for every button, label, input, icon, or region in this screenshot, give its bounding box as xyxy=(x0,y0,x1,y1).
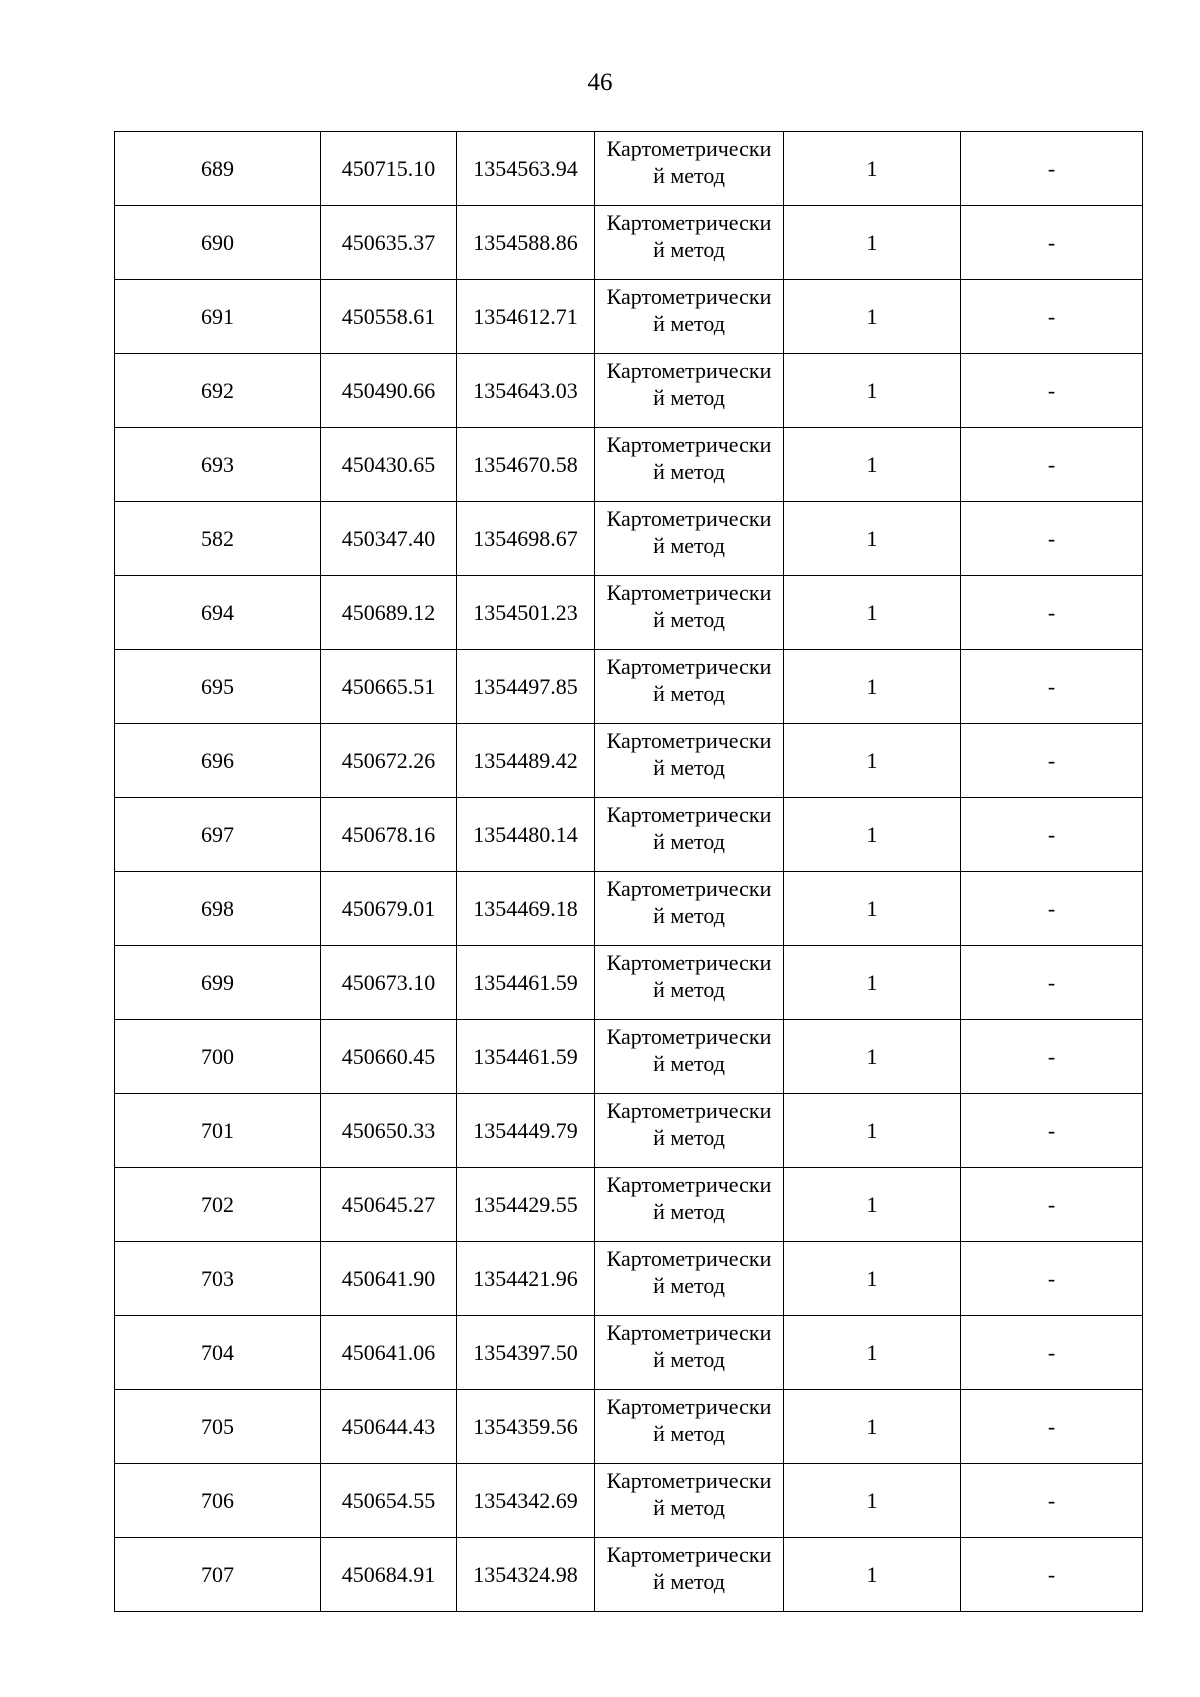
cell-y-coordinate: 1354469.18 xyxy=(457,872,595,946)
cell-point-number: 695 xyxy=(115,650,321,724)
cell-note: - xyxy=(961,1020,1143,1094)
table-row xyxy=(115,872,1143,946)
cell-x-coordinate: 450644.43 xyxy=(321,1390,457,1464)
method-text-line-1: Картометрически xyxy=(606,506,772,531)
cell-point-number: 704 xyxy=(115,1316,321,1390)
cell-method xyxy=(595,132,784,206)
cell-y-coordinate: 1354588.86 xyxy=(457,206,595,280)
method-text-line-1: Картометрически xyxy=(606,654,772,679)
method-text-line-1: Картометрически xyxy=(606,136,772,161)
cell-accuracy: 1 xyxy=(784,872,961,946)
method-text-line-2: й метод xyxy=(653,1199,725,1224)
cell-method xyxy=(595,1538,784,1612)
cell-x-coordinate: 450641.06 xyxy=(321,1316,457,1390)
method-text-line-2: й метод xyxy=(653,385,725,410)
table-row xyxy=(115,1020,1143,1094)
cell-x-coordinate: 450715.10 xyxy=(321,132,457,206)
cell-x-coordinate: 450679.01 xyxy=(321,872,457,946)
cell-note: - xyxy=(961,724,1143,798)
cell-method xyxy=(595,206,784,280)
method-text-line-1: Картометрически xyxy=(606,1172,772,1197)
method-text-line-2: й метод xyxy=(653,1569,725,1594)
cell-x-coordinate: 450641.90 xyxy=(321,1242,457,1316)
method-text-line-1: Картометрически xyxy=(606,432,772,457)
method-text-line-2: й метод xyxy=(653,1051,725,1076)
cell-point-number: 706 xyxy=(115,1464,321,1538)
method-text-line-2: й метод xyxy=(653,903,725,928)
cell-point-number: 702 xyxy=(115,1168,321,1242)
cell-accuracy: 1 xyxy=(784,1242,961,1316)
cell-note: - xyxy=(961,1242,1143,1316)
table-row xyxy=(115,1464,1143,1538)
cell-note: - xyxy=(961,650,1143,724)
cell-point-number: 705 xyxy=(115,1390,321,1464)
table-row xyxy=(115,1390,1143,1464)
cell-note: - xyxy=(961,798,1143,872)
method-text-line-2: й метод xyxy=(653,1273,725,1298)
cell-note: - xyxy=(961,1168,1143,1242)
cell-point-number: 689 xyxy=(115,132,321,206)
cell-method xyxy=(595,1464,784,1538)
cell-method xyxy=(595,872,784,946)
cell-accuracy: 1 xyxy=(784,946,961,1020)
cell-method xyxy=(595,724,784,798)
method-text-line-1: Картометрически xyxy=(606,728,772,753)
cell-accuracy: 1 xyxy=(784,502,961,576)
table-row xyxy=(115,206,1143,280)
table-row xyxy=(115,1316,1143,1390)
cell-accuracy: 1 xyxy=(784,354,961,428)
method-text-line-2: й метод xyxy=(653,1421,725,1446)
cell-note: - xyxy=(961,428,1143,502)
cell-y-coordinate: 1354501.23 xyxy=(457,576,595,650)
cell-point-number: 582 xyxy=(115,502,321,576)
method-text-line-2: й метод xyxy=(653,1125,725,1150)
cell-method xyxy=(595,280,784,354)
method-text-line-1: Картометрически xyxy=(606,1394,772,1419)
cell-note: - xyxy=(961,206,1143,280)
method-text-line-2: й метод xyxy=(653,681,725,706)
cell-y-coordinate: 1354324.98 xyxy=(457,1538,595,1612)
cell-method xyxy=(595,1316,784,1390)
cell-y-coordinate: 1354563.94 xyxy=(457,132,595,206)
table-row xyxy=(115,1242,1143,1316)
cell-accuracy: 1 xyxy=(784,1094,961,1168)
cell-method xyxy=(595,502,784,576)
cell-x-coordinate: 450654.55 xyxy=(321,1464,457,1538)
cell-note: - xyxy=(961,502,1143,576)
cell-y-coordinate: 1354342.69 xyxy=(457,1464,595,1538)
cell-x-coordinate: 450673.10 xyxy=(321,946,457,1020)
cell-accuracy: 1 xyxy=(784,428,961,502)
method-text-line-1: Картометрически xyxy=(606,210,772,235)
cell-point-number: 697 xyxy=(115,798,321,872)
cell-note: - xyxy=(961,1538,1143,1612)
cell-point-number: 696 xyxy=(115,724,321,798)
cell-point-number: 694 xyxy=(115,576,321,650)
method-text-line-1: Картометрически xyxy=(606,876,772,901)
method-text-line-1: Картометрически xyxy=(606,1024,772,1049)
table-row xyxy=(115,576,1143,650)
cell-method xyxy=(595,650,784,724)
table-row xyxy=(115,946,1143,1020)
method-text-line-1: Картометрически xyxy=(606,358,772,383)
cell-method xyxy=(595,798,784,872)
table-row xyxy=(115,798,1143,872)
cell-x-coordinate: 450635.37 xyxy=(321,206,457,280)
cell-accuracy: 1 xyxy=(784,798,961,872)
cell-y-coordinate: 1354480.14 xyxy=(457,798,595,872)
cell-y-coordinate: 1354670.58 xyxy=(457,428,595,502)
cell-method xyxy=(595,946,784,1020)
method-text-line-1: Картометрически xyxy=(606,802,772,827)
method-text-line-2: й метод xyxy=(653,755,725,780)
method-text-line-2: й метод xyxy=(653,459,725,484)
method-text-line-1: Картометрически xyxy=(606,1320,772,1345)
method-text-line-1: Картометрически xyxy=(606,1098,772,1123)
coordinates-table xyxy=(114,131,1143,1612)
cell-x-coordinate: 450689.12 xyxy=(321,576,457,650)
method-text-line-2: й метод xyxy=(653,311,725,336)
cell-method xyxy=(595,354,784,428)
cell-point-number: 703 xyxy=(115,1242,321,1316)
table-row xyxy=(115,428,1143,502)
method-text-line-2: й метод xyxy=(653,1495,725,1520)
cell-x-coordinate: 450660.45 xyxy=(321,1020,457,1094)
cell-method xyxy=(595,1242,784,1316)
table-row xyxy=(115,280,1143,354)
cell-note: - xyxy=(961,1094,1143,1168)
table-row xyxy=(115,1168,1143,1242)
cell-point-number: 693 xyxy=(115,428,321,502)
cell-note: - xyxy=(961,872,1143,946)
cell-note: - xyxy=(961,1316,1143,1390)
cell-y-coordinate: 1354359.56 xyxy=(457,1390,595,1464)
method-text-line-2: й метод xyxy=(653,163,725,188)
cell-accuracy: 1 xyxy=(784,1390,961,1464)
table-row xyxy=(115,502,1143,576)
method-text-line-1: Картометрически xyxy=(606,1468,772,1493)
method-text-line-1: Картометрически xyxy=(606,1246,772,1271)
method-text-line-2: й метод xyxy=(653,533,725,558)
method-text-line-1: Картометрически xyxy=(606,580,772,605)
cell-y-coordinate: 1354698.67 xyxy=(457,502,595,576)
cell-method xyxy=(595,1094,784,1168)
table-row xyxy=(115,132,1143,206)
method-text-line-1: Картометрически xyxy=(606,950,772,975)
cell-y-coordinate: 1354461.59 xyxy=(457,1020,595,1094)
cell-y-coordinate: 1354429.55 xyxy=(457,1168,595,1242)
cell-accuracy: 1 xyxy=(784,1020,961,1094)
method-text-line-2: й метод xyxy=(653,829,725,854)
cell-point-number: 707 xyxy=(115,1538,321,1612)
cell-accuracy: 1 xyxy=(784,206,961,280)
method-text-line-2: й метод xyxy=(653,1347,725,1372)
cell-y-coordinate: 1354489.42 xyxy=(457,724,595,798)
cell-point-number: 701 xyxy=(115,1094,321,1168)
table-row xyxy=(115,1094,1143,1168)
table-row xyxy=(115,354,1143,428)
cell-point-number: 692 xyxy=(115,354,321,428)
cell-y-coordinate: 1354497.85 xyxy=(457,650,595,724)
cell-note: - xyxy=(961,280,1143,354)
method-text-line-2: й метод xyxy=(653,237,725,262)
method-text-line-2: й метод xyxy=(653,977,725,1002)
cell-method xyxy=(595,1390,784,1464)
page-number: 46 xyxy=(587,69,613,96)
table-row xyxy=(115,1538,1143,1612)
cell-y-coordinate: 1354421.96 xyxy=(457,1242,595,1316)
cell-accuracy: 1 xyxy=(784,650,961,724)
cell-x-coordinate: 450430.65 xyxy=(321,428,457,502)
method-text-line-1: Картометрически xyxy=(606,284,772,309)
cell-method xyxy=(595,576,784,650)
table-body xyxy=(115,132,1143,1612)
cell-x-coordinate: 450678.16 xyxy=(321,798,457,872)
cell-note: - xyxy=(961,946,1143,1020)
cell-x-coordinate: 450558.61 xyxy=(321,280,457,354)
cell-point-number: 691 xyxy=(115,280,321,354)
method-text-line-1: Картометрически xyxy=(606,1542,772,1567)
table-row xyxy=(115,724,1143,798)
cell-point-number: 700 xyxy=(115,1020,321,1094)
cell-method xyxy=(595,1020,784,1094)
cell-accuracy: 1 xyxy=(784,1168,961,1242)
cell-x-coordinate: 450347.40 xyxy=(321,502,457,576)
cell-accuracy: 1 xyxy=(784,576,961,650)
cell-note: - xyxy=(961,576,1143,650)
cell-note: - xyxy=(961,132,1143,206)
cell-y-coordinate: 1354397.50 xyxy=(457,1316,595,1390)
cell-x-coordinate: 450665.51 xyxy=(321,650,457,724)
method-text-line-2: й метод xyxy=(653,607,725,632)
cell-y-coordinate: 1354612.71 xyxy=(457,280,595,354)
cell-note: - xyxy=(961,354,1143,428)
cell-x-coordinate: 450672.26 xyxy=(321,724,457,798)
cell-y-coordinate: 1354643.03 xyxy=(457,354,595,428)
cell-y-coordinate: 1354449.79 xyxy=(457,1094,595,1168)
cell-x-coordinate: 450684.91 xyxy=(321,1538,457,1612)
table-row xyxy=(115,650,1143,724)
cell-accuracy: 1 xyxy=(784,724,961,798)
cell-note: - xyxy=(961,1390,1143,1464)
cell-y-coordinate: 1354461.59 xyxy=(457,946,595,1020)
cell-point-number: 698 xyxy=(115,872,321,946)
cell-accuracy: 1 xyxy=(784,1538,961,1612)
cell-point-number: 690 xyxy=(115,206,321,280)
cell-accuracy: 1 xyxy=(784,132,961,206)
cell-accuracy: 1 xyxy=(784,280,961,354)
cell-x-coordinate: 450650.33 xyxy=(321,1094,457,1168)
cell-note: - xyxy=(961,1464,1143,1538)
cell-method xyxy=(595,1168,784,1242)
cell-accuracy: 1 xyxy=(784,1464,961,1538)
cell-method xyxy=(595,428,784,502)
cell-x-coordinate: 450490.66 xyxy=(321,354,457,428)
cell-point-number: 699 xyxy=(115,946,321,1020)
cell-x-coordinate: 450645.27 xyxy=(321,1168,457,1242)
cell-accuracy: 1 xyxy=(784,1316,961,1390)
